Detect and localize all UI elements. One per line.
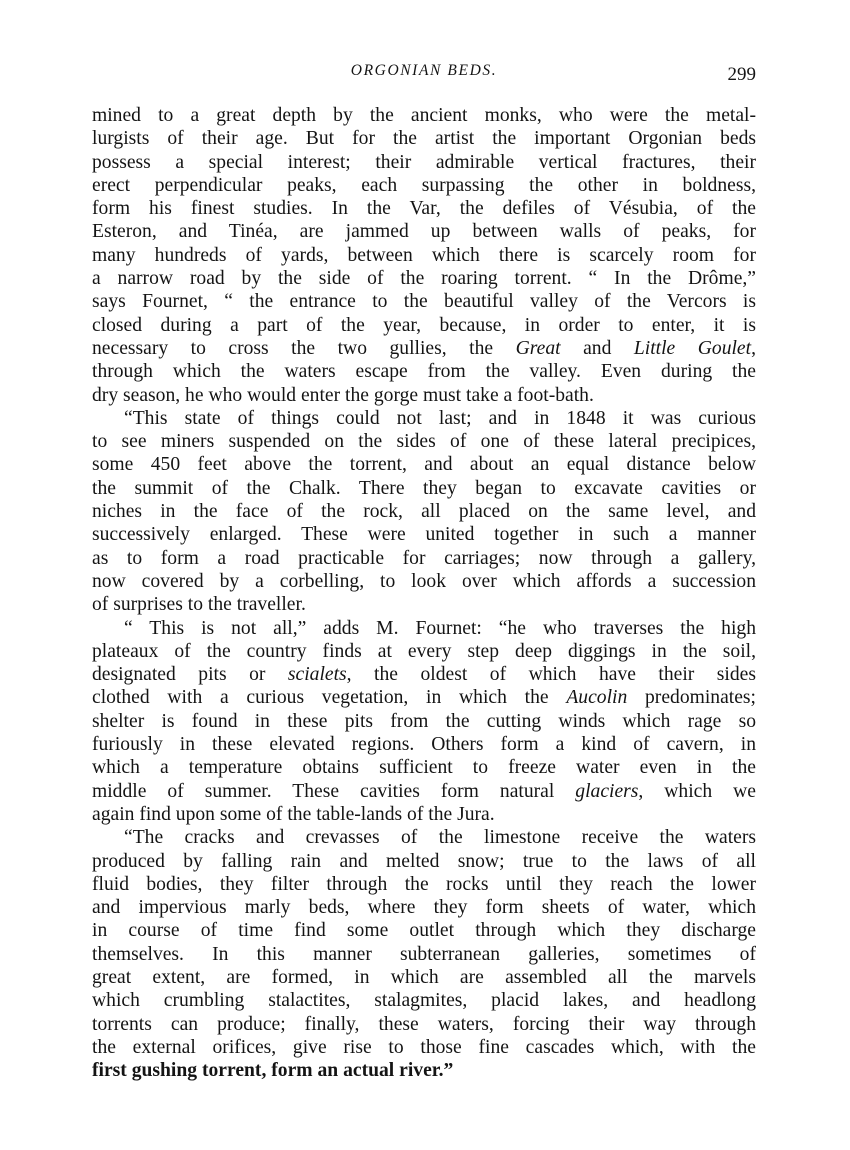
text-line: lurgists of their age. But for the artist the important Orgonian beds xyxy=(92,128,756,150)
page-number: 299 xyxy=(727,64,756,85)
text-line: torrents can produce; finally, these waters, forcing their way through xyxy=(92,1013,756,1035)
text-line: produced by falling rain and melted snow; true to the laws of all xyxy=(92,850,756,872)
text-line: in course of time find some outlet through which they discharge xyxy=(92,920,756,942)
text-line xyxy=(92,663,756,686)
text-line: successively enlarged. These were united together in such a manner xyxy=(92,524,756,546)
text-line: shelter is found in these pits from the cutting winds which rage so xyxy=(92,710,756,732)
text-line: great extent, are formed, in which are assembled all the marvels xyxy=(92,966,756,988)
text-line: the external orifices, give rise to those fine cascades which, with the xyxy=(92,1036,756,1058)
text-line: again find upon some of the table-lands of the Jura. xyxy=(92,803,495,825)
text-line: through which the waters escape from the valley. Even during the xyxy=(92,361,756,383)
body-text xyxy=(92,104,756,1082)
text-line xyxy=(92,337,756,360)
text-segment: clothed with a curious vegetation, in which the xyxy=(92,687,567,709)
italic-text: scialets xyxy=(287,664,347,686)
text-line: erect perpendicular peaks, each surpassing the other in boldness, xyxy=(92,174,756,196)
text-line xyxy=(92,780,756,803)
text-segment: predominates; xyxy=(627,687,756,709)
italic-text: Little Goulet xyxy=(633,337,752,359)
text-line: to see miners suspended on the sides of one of these lateral precipices, xyxy=(92,431,756,453)
text-line: “This state of things could not last; and in 1848 it was curious xyxy=(124,407,756,429)
text-segment: and xyxy=(560,337,634,359)
text-line: which crumbling stalactites, stalagmites, placid lakes, and headlong xyxy=(92,990,756,1012)
italic-text: Aucolin xyxy=(566,687,628,709)
text-line: “ This is not all,” adds M. Fournet: “he who traverses the high xyxy=(124,617,756,639)
running-head xyxy=(92,62,756,86)
text-line: which a temperature obtains sufficient to freeze water even in the xyxy=(92,757,756,779)
text-line: and impervious marly beds, where they form sheets of water, which xyxy=(92,897,756,919)
text-segment: necessary to cross the two gullies, the xyxy=(92,337,516,359)
text-line: fluid bodies, they filter through the rocks until they reach the lower xyxy=(92,873,756,895)
text-line: dry season, he who would enter the gorge must take a foot-bath. xyxy=(92,384,594,406)
text-segment: , the oldest of which have their sides xyxy=(346,664,756,686)
text-line: mined to a great depth by the ancient monks, who were the metal- xyxy=(92,105,756,126)
italic-text: Great xyxy=(515,337,561,359)
text-segment: designated pits or xyxy=(92,664,288,686)
text-line: as to form a road practicable for carriages; now through a gallery, xyxy=(92,547,756,569)
text-line xyxy=(92,686,756,709)
text-line: plateaux of the country finds at every step deep diggings in the soil, xyxy=(92,640,756,662)
text-line: possess a special interest; their admirable vertical fractures, their xyxy=(92,151,756,173)
text-line: a narrow road by the side of the roaring torrent. “ In the Drôme,” xyxy=(92,268,756,290)
text-line: now covered by a corbelling, to look over which affords a succession xyxy=(92,570,756,592)
text-line: many hundreds of yards, between which there is scarcely room for xyxy=(92,244,756,266)
text-line: closed during a part of the year, because, in order to enter, it is xyxy=(92,314,756,336)
text-segment: , xyxy=(751,337,756,359)
text-segment: , which we xyxy=(638,780,756,802)
text-line: niches in the face of the rock, all placed on the same level, and xyxy=(92,501,756,523)
text-line: the summit of the Chalk. There they began to excavate cavities or xyxy=(92,477,756,499)
text-segment: middle of summer. These cavities form natural xyxy=(92,780,576,802)
text-line: some 450 feet above the torrent, and about an equal distance below xyxy=(92,454,756,476)
running-head-title: ORGONIAN BEDS. xyxy=(350,62,498,79)
text-line: themselves. In this manner subterranean galleries, sometimes of xyxy=(92,943,756,965)
text-line: of surprises to the traveller. xyxy=(92,594,306,616)
text-line: Esteron, and Tinéa, are jammed up between walls of peaks, for xyxy=(92,221,756,243)
text-line: “The cracks and crevasses of the limestone receive the waters xyxy=(124,827,756,849)
text-line: first gushing torrent, form an actual river.” xyxy=(92,1060,454,1082)
text-line: says Fournet, “ the entrance to the beautiful valley of the Vercors is xyxy=(92,291,756,313)
italic-text: glaciers xyxy=(575,780,639,802)
text-line: form his finest studies. In the Var, the defiles of Vésubia, of the xyxy=(92,198,756,220)
text-line: furiously in these elevated regions. Others form a kind of cavern, in xyxy=(92,734,756,756)
